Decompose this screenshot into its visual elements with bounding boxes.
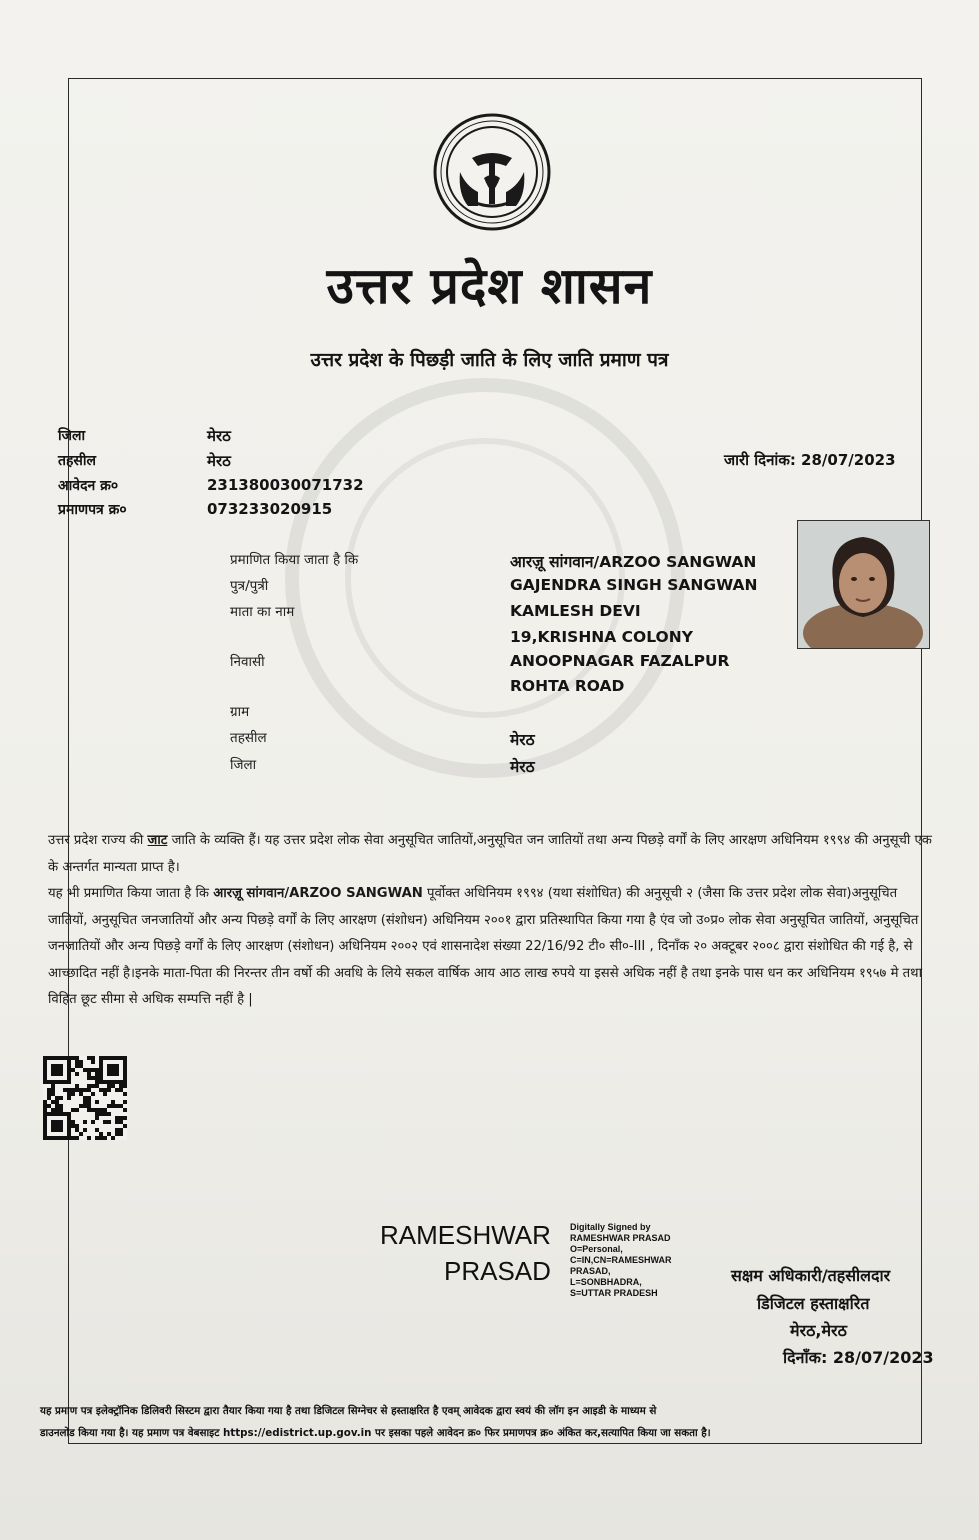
field-value-tehsil: मेरठ xyxy=(510,731,535,749)
sig-meta-line: PRASAD, xyxy=(570,1266,611,1276)
field-value-name: आरज़ू सांगवान/ARZOO SANGWAN xyxy=(510,553,757,571)
sig-meta-line: S=UTTAR PRADESH xyxy=(570,1288,658,1298)
field-value-address-line2: ANOOPNAGAR FAZALPUR xyxy=(510,652,730,670)
sig-meta-line: Digitally Signed by xyxy=(570,1222,651,1232)
body-p2-start: यह भी प्रमाणित किया जाता है कि xyxy=(48,886,214,901)
signer-name-line2: PRASAD xyxy=(444,1256,551,1286)
sig-meta-line: RAMESHWAR PRASAD xyxy=(570,1233,671,1243)
footer-line1: यह प्रमाण पत्र इलेक्ट्रॉनिक डिलिवरी सिस्टम द्वारा तैयार किया गया है तथा डिजिटल सिग्नेचर से हस्ताक्षरित है एवम् आवेदक द्वारा स्वयं की लॉग इन आइडी के माध्यम से xyxy=(40,1405,657,1417)
field-label-mother: माता का नाम xyxy=(230,604,295,620)
meta-label-application-no: आवेदन क्र० xyxy=(58,478,119,494)
field-value-address-line3: ROHTA ROAD xyxy=(510,677,625,695)
officer-location: मेरठ,मेरठ xyxy=(790,1321,847,1340)
meta-value-application-no: 231380030071732 xyxy=(207,476,364,494)
officer-date: दिनाँक: 28/07/2023 xyxy=(783,1348,934,1367)
field-value-address-line1: 19,KRISHNA COLONY xyxy=(510,628,693,646)
document-title: उत्तर प्रदेश शासन xyxy=(326,256,653,315)
body-applicant-name: आरज़ू सांगवान/ARZOO SANGWAN xyxy=(213,886,423,901)
field-label-certified: प्रमाणित किया जाता है कि xyxy=(230,552,359,568)
up-state-seal-icon xyxy=(432,112,552,232)
field-label-resident: निवासी xyxy=(230,654,265,670)
footer-line2: डाउनलोड किया गया है। यह प्रमाण पत्र वेबसाइट https://edistrict.up.gov.in पर इसका पहले आवेदन क्र० फिर प्रमाणपत्र क्र० अंकित कर,सत्यापित किया जा सकता है। xyxy=(40,1427,711,1439)
field-value-mother: KAMLESH DEVI xyxy=(510,602,641,620)
field-value-father: GAJENDRA SINGH SANGWAN xyxy=(510,576,758,594)
document-subtitle: उत्तर प्रदेश के पिछड़ी जाति के लिए जाति प्रमाण पत्र xyxy=(310,349,669,371)
body-p1-start: उत्तर प्रदेश राज्य की xyxy=(48,833,148,848)
meta-label-certificate-no: प्रमाणपत्र क्र० xyxy=(58,502,127,518)
certificate-body xyxy=(48,828,938,1014)
field-value-district: मेरठ xyxy=(510,758,535,776)
meta-value-certificate-no: 07323302091​5 xyxy=(207,500,333,518)
signer-name-line1: RAMESHWAR xyxy=(380,1220,551,1250)
sig-meta-line: O=Personal, xyxy=(570,1244,623,1254)
applicant-photo xyxy=(797,520,930,649)
meta-value-district: मेरठ xyxy=(207,427,231,445)
body-p1-end: जाति के व्यक्ति हैं। यह उत्तर प्रदेश लोक सेवा अनुसूचित जातियों,अनुसूचित जन जातियों तथा अन्य पिछड़े वर्गों के लिए आरक्षण अधिनियम १९९४ की अनुसूची एक के अन्तर्गत मान्यता प्राप्त है। xyxy=(48,833,932,875)
field-label-son-daughter: पुत्र/पुत्री xyxy=(230,578,269,594)
field-label-village: ग्राम xyxy=(230,704,250,720)
issue-date: जारी दिनांक: 28/07/2023 xyxy=(724,451,896,469)
sig-meta-line: L=SONBHADRA, xyxy=(570,1277,642,1287)
officer-digital-signed: डिजिटल हस्ताक्षरित xyxy=(757,1294,870,1313)
digital-signature-details xyxy=(570,1222,672,1299)
meta-label-district: जिला xyxy=(58,428,86,444)
field-label-tehsil: तहसील xyxy=(230,730,267,746)
body-p2-end: पूर्वोक्त अधिनियम १९९४ (यथा संशोधित) की अनुसूची २ (जैसा कि उत्तर प्रदेश लोक सेवा)अनुसूचित जातियों, अनुसूचित जनजातियों और अन्य पिछड़े वर्गों के लिए आरक्षण (संशोधन) अधिनियम २००१ द्वारा प्रतिस्थापित किया गया है एंव जो उ०प्र० लोक सेवा अनुसूचित जातियों, अनुसूचित जनजातियों और अन्य पिछड़े वर्गों के लिए आरक्षण (संशोधन) अधिनियम २००२ एवं शासनादेश संख्या 22/16/92 टी० सी०-III , दिनाँक २० अक्टूबर २००८ द्वारा संशोधित की गई है, से आच्छादित नहीं है।इनके माता-पिता की निरन्तर तीन वर्षो की अवधि के लिये सकल वार्षिक आय आठ लाख रुपये या इससे अधिक नहीं है तथा इनके पास धन कर अधिनियम १९५७ मे तथा विहित छूट सीमा से अधिक सम्पत्ति नहीं है | xyxy=(48,886,923,1007)
qr-code-icon xyxy=(43,1056,127,1140)
body-caste: जाट xyxy=(147,833,168,848)
meta-label-tehsil: तहसील xyxy=(58,453,96,469)
meta-value-tehsil: मेरठ xyxy=(207,452,231,470)
footer-note xyxy=(40,1400,950,1444)
sig-meta-line: C=IN,CN=RAMESHWAR xyxy=(570,1255,672,1265)
field-label-district: जिला xyxy=(230,757,257,773)
officer-designation: सक्षम अधिकारी/तहसीलदार xyxy=(731,1266,891,1285)
applicant-portrait-icon xyxy=(798,521,929,648)
